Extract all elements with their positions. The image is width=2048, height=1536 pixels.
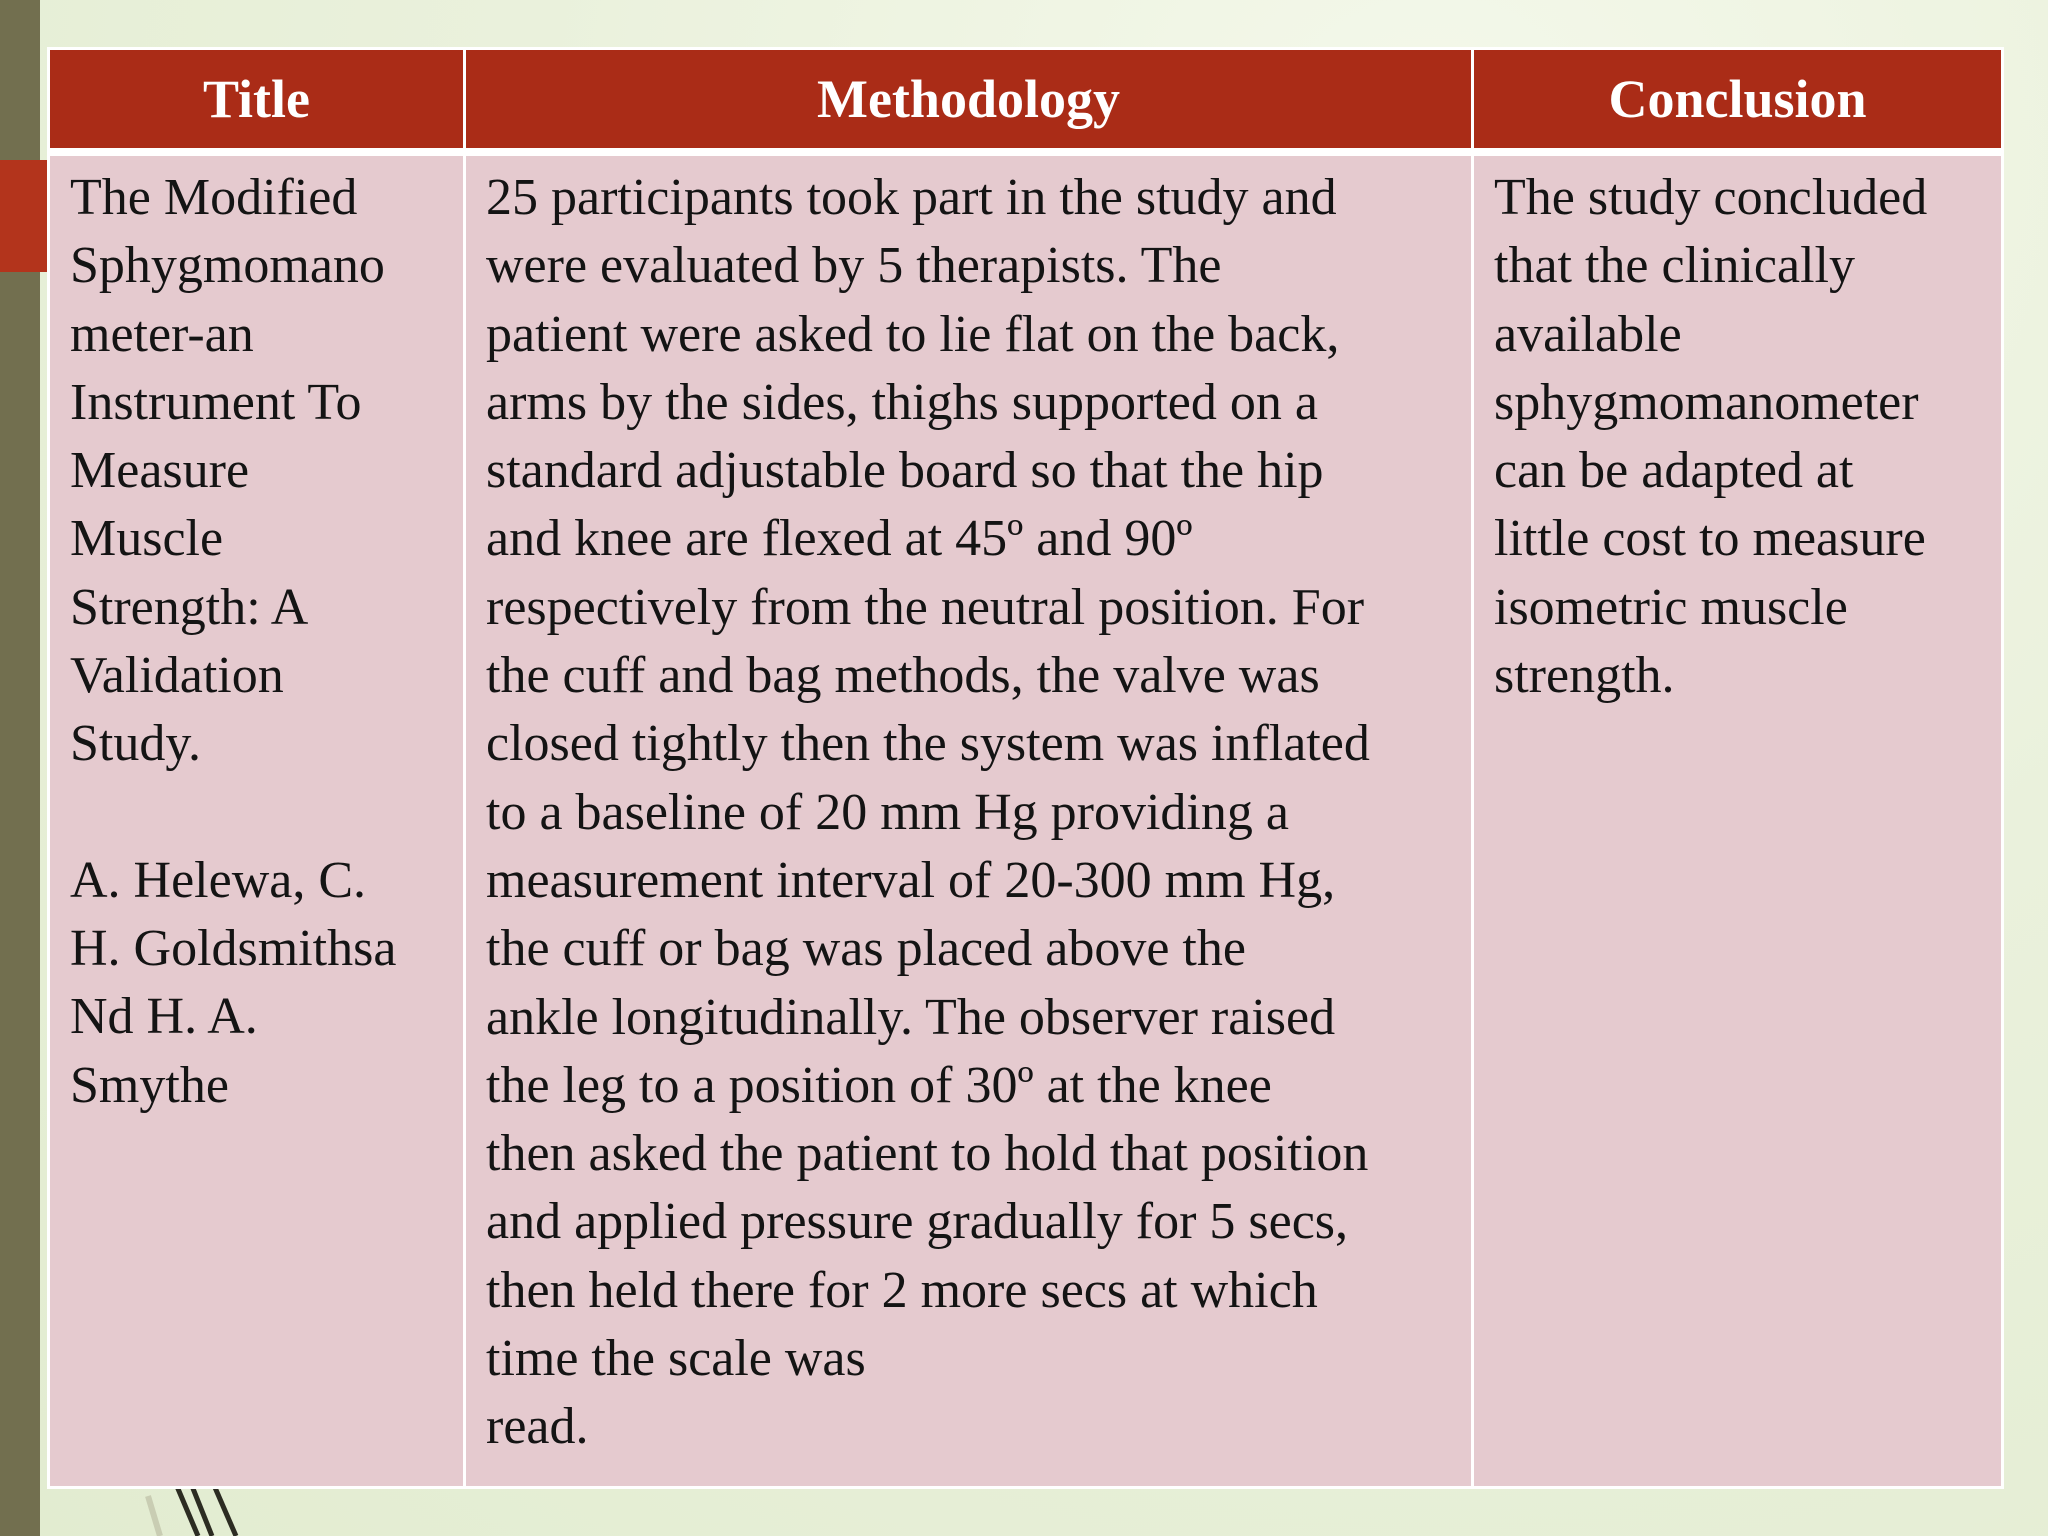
methodology-line: the leg to a position of 30º at the knee	[486, 1056, 1272, 1114]
title-line: meter-an	[70, 305, 254, 363]
title-line: Strength: A	[70, 578, 309, 636]
methodology-line: arms by the sides, thighs supported on a	[486, 373, 1318, 431]
methodology-cell	[465, 152, 1473, 1488]
conclusion-line: strength.	[1494, 647, 1675, 705]
title-line: The Modified	[70, 169, 358, 226]
header-methodology: Methodology	[465, 49, 1473, 153]
methodology-line: the cuff or bag was placed above the	[486, 920, 1246, 978]
methodology-line: the cuff and bag methods, the valve was	[486, 647, 1320, 705]
methodology-line: respectively from the neutral position. For	[486, 578, 1365, 636]
title-line: Sphygmomano	[70, 237, 385, 295]
left-red-accent	[0, 160, 48, 272]
header-conclusion: Conclusion	[1473, 49, 2003, 153]
author-line: Smythe	[70, 1056, 229, 1114]
methodology-line: patient were asked to lie flat on the back,	[486, 305, 1340, 363]
author-line: Nd H. A.	[70, 988, 258, 1046]
conclusion-line: The study concluded	[1494, 169, 1928, 226]
methodology-line: and knee are flexed at 45º and 90º	[486, 510, 1193, 568]
methodology-line: ankle longitudinally. The observer raised	[486, 988, 1336, 1046]
methodology-line: then held there for 2 more secs at which	[486, 1261, 1318, 1319]
header-row	[49, 49, 2003, 153]
table-row	[49, 152, 2003, 1488]
conclusion-line: can be adapted at	[1494, 442, 1854, 500]
title-cell	[49, 152, 465, 1488]
conclusion-line: isometric muscle	[1494, 578, 1848, 636]
methodology-line: were evaluated by 5 therapists. The	[486, 237, 1222, 295]
title-line: Measure	[70, 442, 250, 500]
header-title: Title	[49, 49, 465, 153]
title-line: Instrument To	[70, 373, 362, 431]
conclusion-cell	[1473, 152, 2003, 1488]
spacer	[70, 779, 445, 847]
methodology-line: standard adjustable board so that the hip	[486, 442, 1324, 500]
conclusion-line: that the clinically	[1494, 237, 1855, 295]
methodology-line: time the scale was	[486, 1330, 866, 1388]
study-summary-table	[47, 47, 2004, 1489]
methodology-line: read.	[486, 1398, 589, 1456]
conclusion-line: sphygmomanometer	[1494, 373, 1919, 431]
title-line: Study.	[70, 715, 201, 773]
title-line: Muscle	[70, 510, 224, 568]
methodology-line: then asked the patient to hold that position	[486, 1125, 1369, 1183]
conclusion-line: little cost to measure	[1494, 510, 1926, 568]
methodology-line: measurement interval of 20-300 mm Hg,	[486, 851, 1336, 909]
methodology-line: and applied pressure gradually for 5 secs,	[486, 1193, 1349, 1251]
conclusion-line: available	[1494, 305, 1682, 363]
author-line: H. Goldsmithsa	[70, 919, 397, 977]
methodology-line: to a baseline of 20 mm Hg providing a	[486, 783, 1289, 841]
title-line: Validation	[70, 647, 284, 705]
methodology-line: closed tightly then the system was inflated	[486, 715, 1370, 773]
methodology-line: 25 participants took part in the study and	[486, 169, 1337, 226]
author-line: A. Helewa, C.	[70, 851, 367, 909]
